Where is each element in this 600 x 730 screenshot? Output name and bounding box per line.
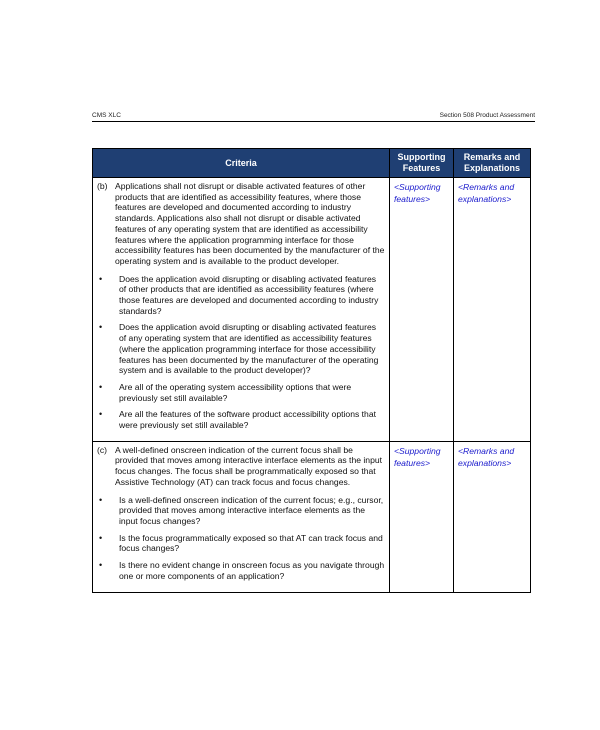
criteria-cell — [93, 441, 390, 592]
criteria-column-header: Criteria — [93, 149, 390, 178]
header-right-text: Section 508 Product Assessment — [439, 112, 535, 119]
criteria-questions — [97, 495, 385, 582]
remarks-cell[interactable] — [454, 441, 531, 592]
supporting-features-cell[interactable] — [390, 178, 454, 442]
bullet-icon: • — [99, 532, 103, 543]
bullet-icon: • — [99, 494, 103, 505]
criteria-letter: (b) — [97, 181, 108, 191]
bullet-icon: • — [99, 409, 103, 420]
bullet-icon: • — [99, 322, 103, 333]
header-left-text: CMS XLC — [92, 112, 121, 119]
criteria-text: Applications shall not disrupt or disable activated features of other products that are identified as accessibility features, where those features are developed and documented according to industry standards. Applications also shall not disrupt or disable activated features of any operating system that are identified as accessibility features where the application programming interface for those accessibility features has been documented by the manufacturer of the operating system and is available to the product developer. — [115, 181, 385, 266]
table-row — [93, 178, 531, 442]
table-row — [93, 441, 531, 592]
criteria-text: A well-defined onscreen indication of the current focus shall be provided that moves among interactive interface elements as the input focus changes. The focus shall be programmatically exposed so that Assistive Technology (AT) can track focus and focus changes. — [115, 444, 383, 487]
criteria-questions — [97, 274, 385, 431]
remarks-placeholder: <Remarks and explanations> — [458, 182, 515, 204]
supporting-features-placeholder: <Supporting features> — [394, 445, 441, 468]
supporting-features-placeholder: <Supporting features> — [394, 182, 441, 204]
list-item: • Are all of the operating system accessibility options that were previously set still available? — [99, 381, 352, 403]
supporting-features-column-header: Supporting Features — [390, 149, 454, 178]
criteria-letter: (c) — [97, 444, 108, 455]
criteria-cell — [93, 178, 390, 442]
supporting-features-cell[interactable] — [390, 441, 454, 592]
list-item: • Does the application avoid disrupting or disabling activated features of any operating system that are identified as accessibility features (where the application programming interface for those accessibility features has been documented by the manufacturer of the operating system and is available to the product developer)? — [99, 322, 379, 376]
list-item: • Is a well-defined onscreen indication of the current focus; e.g., cursor, provided that moves among interactive interface elements as the input focus changes? — [99, 494, 384, 526]
assessment-table — [92, 148, 531, 593]
list-item: • Is there no evident change in onscreen focus as you navigate through one or more components of an application? — [99, 560, 385, 581]
table-header-row — [93, 149, 531, 178]
remarks-column-header: Remarks and Explanations — [454, 149, 531, 178]
list-item: • Is the focus programmatically exposed so that AT can track focus and focus changes? — [99, 532, 383, 554]
bullet-icon: • — [99, 381, 103, 392]
list-item: • Does the application avoid disrupting or disabling activated features of other products that are identified as accessibility features (where those features are developed and documented according to industry standards? — [99, 273, 379, 316]
list-item: • Are all the features of the software product accessibility options that were previously set still available? — [99, 409, 376, 431]
remarks-cell[interactable] — [454, 178, 531, 442]
remarks-placeholder: <Remarks and explanations> — [458, 445, 515, 468]
page-header — [92, 112, 535, 122]
bullet-icon: • — [99, 273, 103, 284]
bullet-icon: • — [99, 560, 103, 571]
